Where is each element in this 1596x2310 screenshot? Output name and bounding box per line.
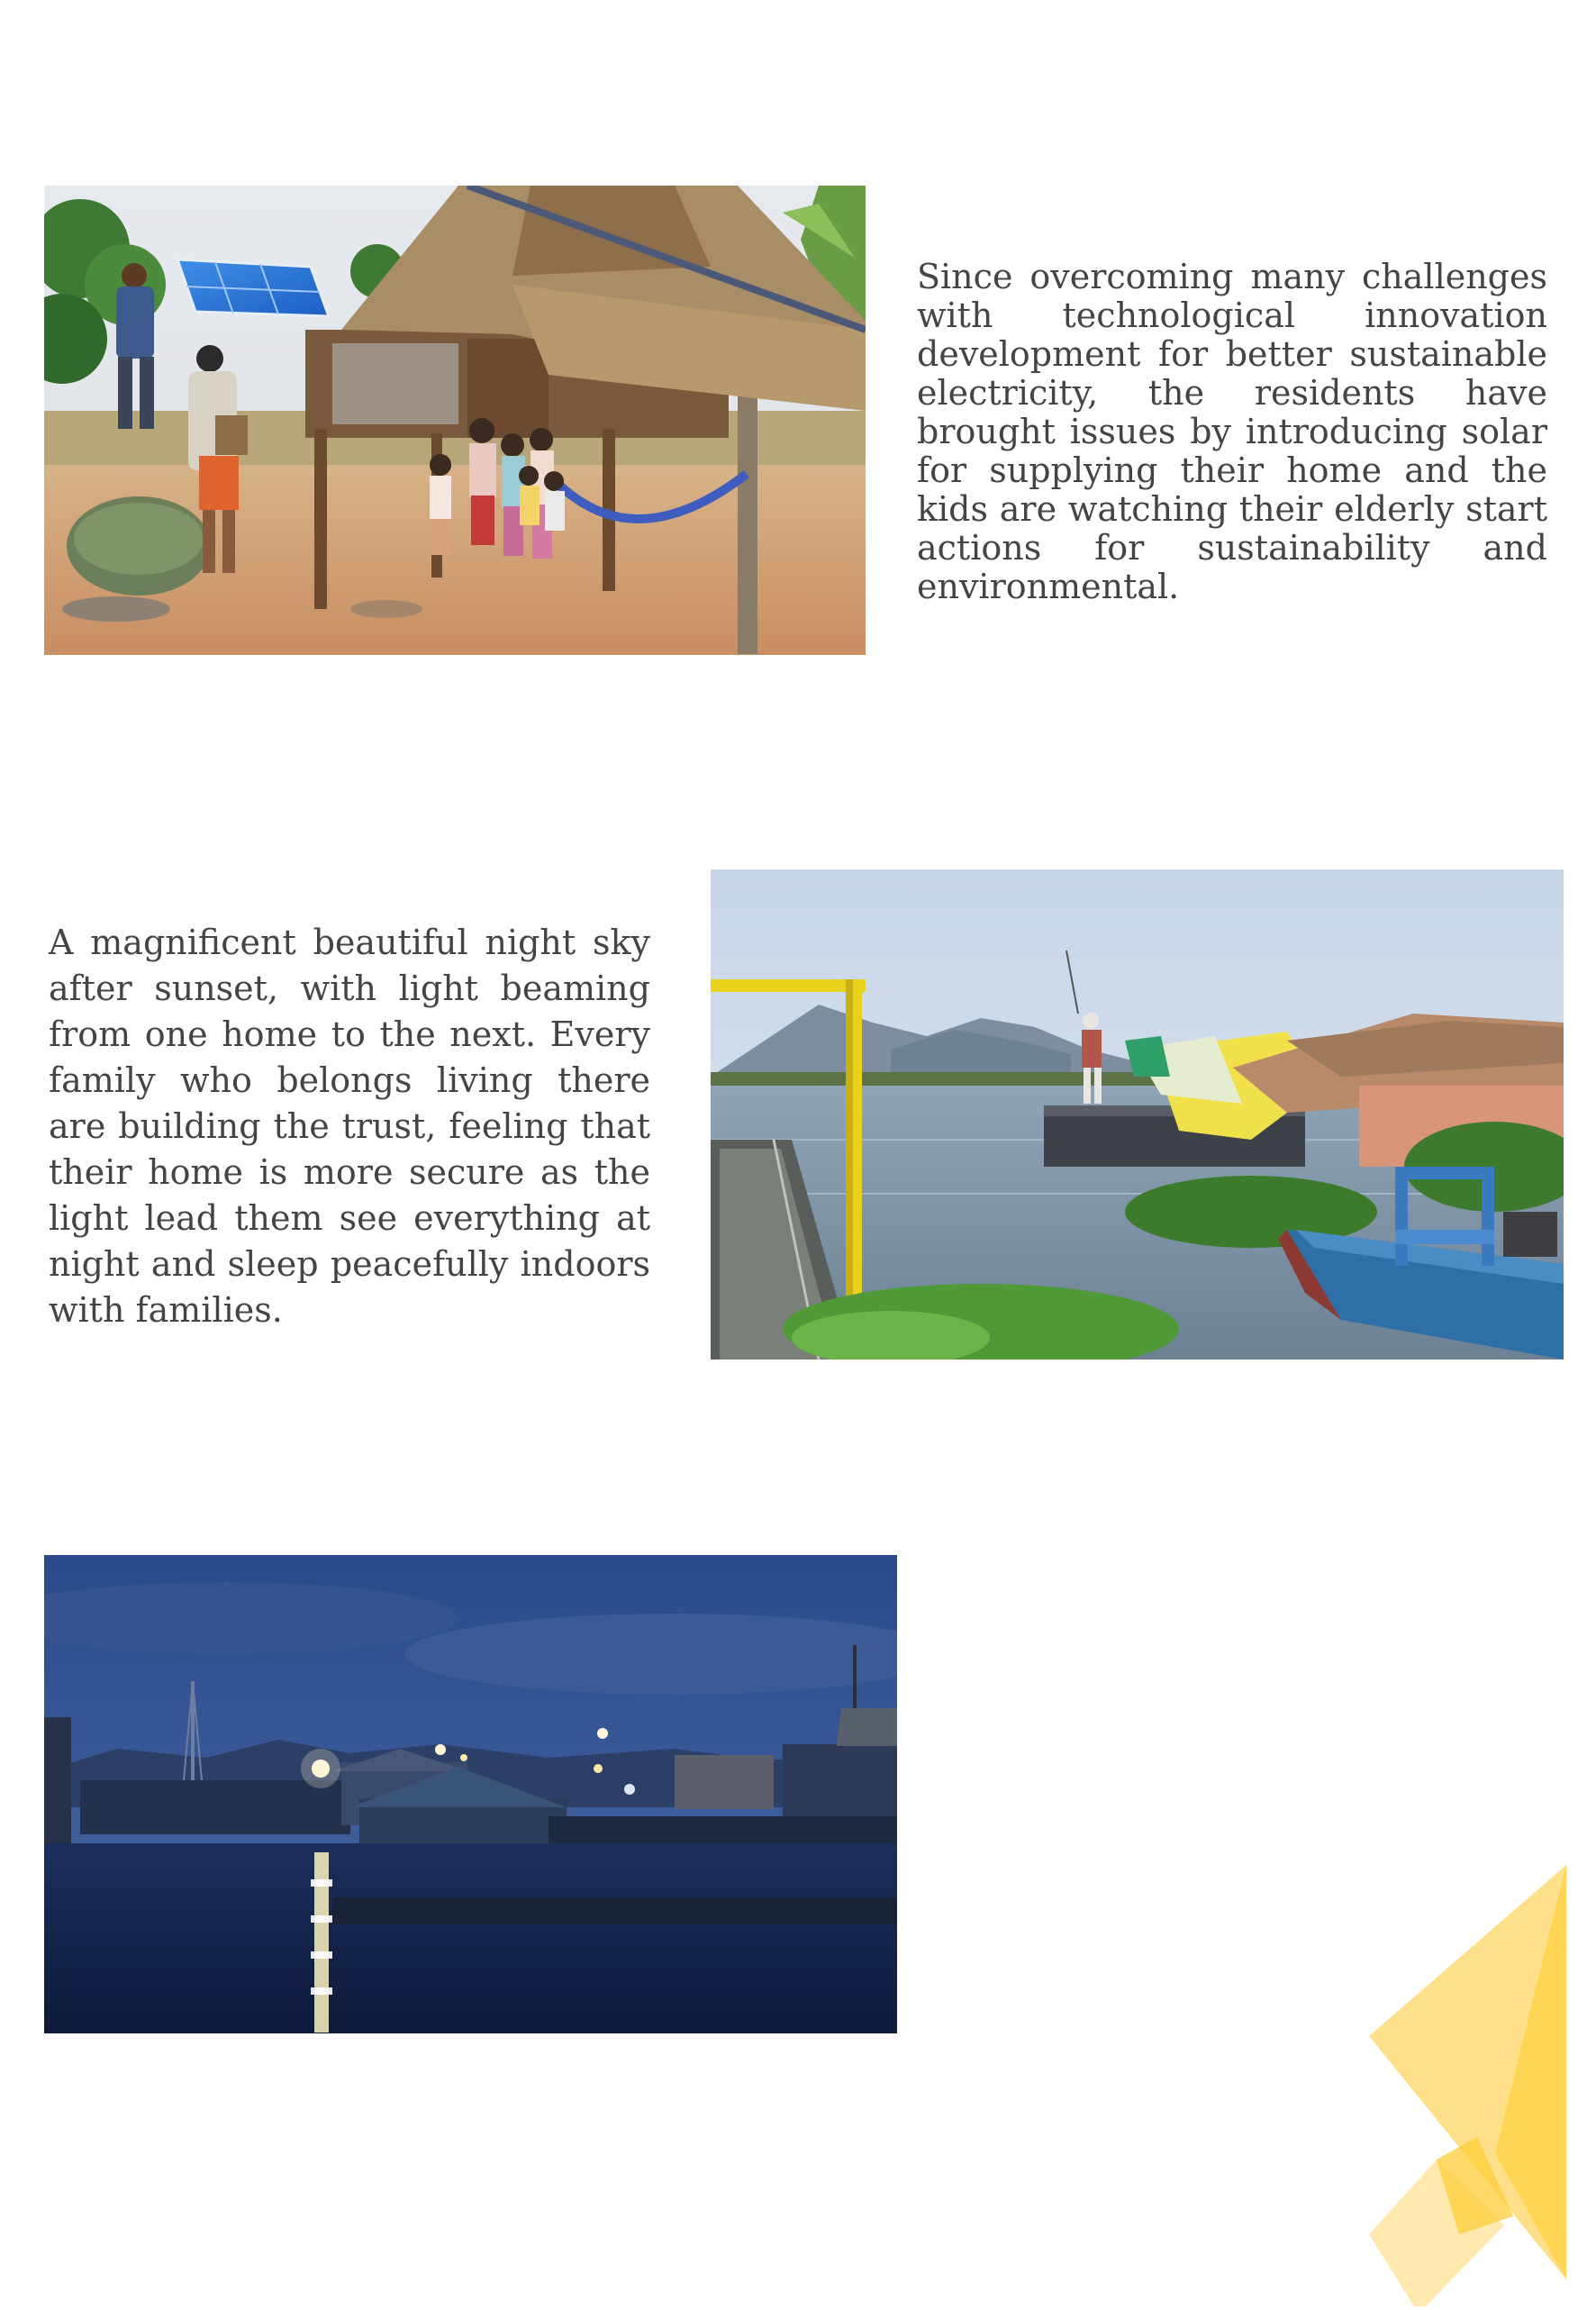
floating-village-lake-photo [711,869,1564,1360]
yellow-triangle-decoration [1351,1856,1596,2306]
night-caption: A magnificent beautiful night sky after sunset, with light beaming from one home to the next. Every family who belongs living there are building the trust, feeling that their home is more secure as the light lead them see everything at night and sleep peacefully indoors with families. [49,923,650,1330]
solar-installation-photo [44,186,866,655]
night-floating-village-photo [44,1555,897,2033]
solar-caption: Since overcoming many challenges with technological innovation development for better sustainable electricity, the residents have brought issues by introducing solar for supplying their home and the kids are watching their elderly start actions for sustainability and environmental. [917,257,1547,606]
